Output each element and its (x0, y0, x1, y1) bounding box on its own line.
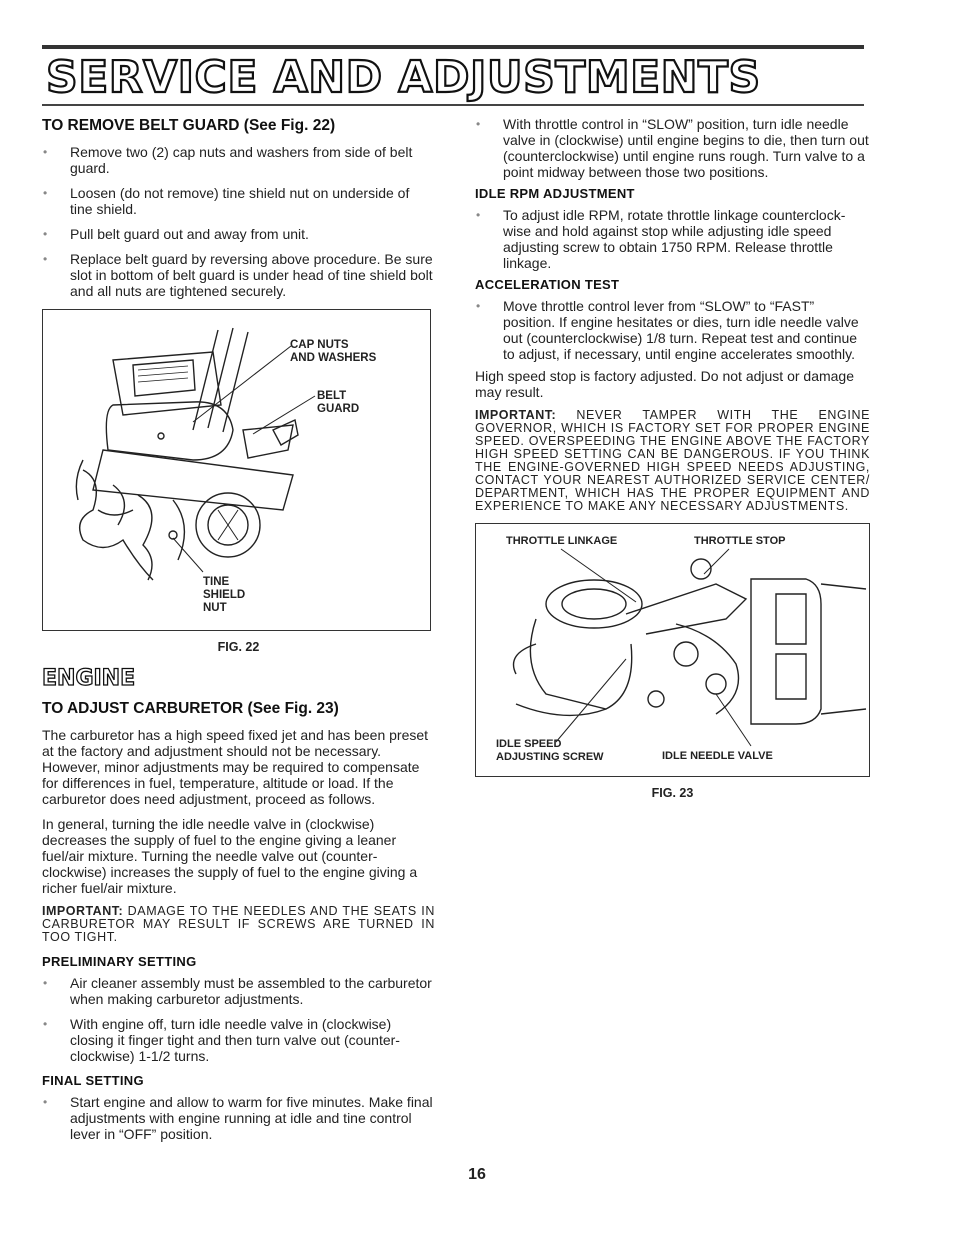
page-title: SERVICE AND ADJUSTMENTS (46, 52, 761, 103)
idle-needle-valve-label: IDLE NEEDLE VALVE (662, 750, 773, 762)
carburetor-paragraph-2: In general, turning the idle needle valve in (clockwise) decreases the supply of fuel to the engine giving a leaner fuel/air mixture. Turning the needle valve out (counter-clockwise) increases the supply of fuel to the engine giving a richer fuel/air mixture. (42, 816, 418, 896)
preliminary-heading: PRELIMINARY SETTING (42, 954, 197, 969)
right-column (475, 116, 870, 817)
acceleration-steps (475, 298, 870, 362)
left-column (42, 118, 435, 1151)
idle-rpm-heading: IDLE RPM ADJUSTMENT (475, 186, 635, 201)
belt-guard-heading: TO REMOVE BELT GUARD (See Fig. 22) (42, 117, 336, 134)
list-item: • Loosen (do not remove) tine shield nut on underside of tine shield. (42, 185, 435, 217)
cap-nuts-label: CAP NUTS AND WASHERS (290, 339, 377, 364)
header-rule-bottom (42, 104, 864, 106)
engine-heading: ENGINE (42, 666, 136, 691)
final-setting-steps (42, 1094, 435, 1142)
list-item: • With engine off, turn idle needle valve in (clockwise) closing it finger tight and then turn valve out (counter-clockwise) 1-1/2 turns. (42, 1016, 435, 1064)
important-label: IMPORTANT: (42, 904, 124, 918)
fig22-caption: FIG. 22 (217, 640, 260, 654)
important-label: IMPORTANT: (475, 408, 557, 422)
figure-22 (42, 309, 431, 631)
fig23-caption: FIG. 23 (651, 786, 694, 800)
list-item: • Move throttle control lever from “SLOW” to “FAST” position. If engine hesitates or dies, turn idle needle valve out (counterclockwise) 1/8 turn. Repeat test and continue to adjust, if necessary, until engine accelerates smoothly. (475, 298, 870, 362)
list-item: • Replace belt guard by reversing above procedure. Be sure slot in bottom of belt guard is under head of tine shield bolt and all nuts are tightened securely. (42, 251, 435, 299)
carburetor-paragraph-1: The carburetor has a high speed fixed jet and has been preset at the factory and adjustment should not be necessary. However, minor adjustments may be required to compensate for differences in fuel, temperature, altitude or load. If the carburetor does need adjustment, proceed as follows. (42, 727, 429, 807)
header-rule-top (42, 45, 864, 49)
important-text: NEVER TAMPER WITH THE ENGINE GOVERNOR, WHICH IS FACTORY SET FOR PROPER ENGINE SPEED. OVERSPEEDING THE ENGINE ABOVE THE FACTORY HIGH SPEED SETTING CAN BE DANGEROUS. IF YOU THINK THE ENGINE-GOVERNED HIGH SPEED NEEDS ADJUSTING, CONTACT YOUR NEAREST AUTHORIZED SERVICE CENTER/ DEPARTMENT, WHICH HAS THE PROPER EQUIPMENT AND EXPERIENCE TO MAKE ANY NECESSARY ADJUSTMENTS. (475, 408, 871, 513)
throttle-stop-label: THROTTLE STOP (694, 535, 786, 547)
figure-23 (475, 523, 870, 777)
needle-steps (475, 116, 870, 180)
important-text: DAMAGE TO THE NEEDLES AND THE SEATS IN CARBURETOR MAY RESULT IF SCREWS ARE TURNED IN TOO TIGHT. (42, 904, 435, 944)
high-speed-note: High speed stop is factory adjusted. Do not adjust or damage may result. (475, 368, 854, 400)
list-item: • Remove two (2) cap nuts and washers from side of belt guard. (42, 144, 435, 176)
list-item: • With throttle control in “SLOW” position, turn idle needle valve in (clockwise) until engine begins to die, then turn out (counterclockwise) until engine runs rough. Turn valve to a point midway between those two positions. (475, 116, 870, 180)
tine-shield-nut-label: TINE SHIELD NUT (203, 576, 246, 614)
belt-guard-label: BELT GUARD (317, 390, 360, 415)
list-item: • Start engine and allow to warm for five minutes. Make final adjustments with engine running at idle and tine control lever in “OFF” position. (42, 1094, 435, 1142)
final-setting-heading: FINAL SETTING (42, 1073, 144, 1088)
list-item: • Pull belt guard out and away from unit. (42, 226, 435, 242)
throttle-linkage-label: THROTTLE LINKAGE (506, 535, 618, 547)
page-number: 16 (468, 1166, 486, 1183)
idle-speed-screw-label: IDLE SPEED ADJUSTING SCREW (496, 738, 604, 763)
acceleration-heading: ACCELERATION TEST (475, 277, 620, 292)
governor-important (475, 409, 870, 513)
belt-guard-steps (42, 144, 435, 299)
carburetor-heading: TO ADJUST CARBURETOR (See Fig. 23) (42, 700, 339, 717)
preliminary-steps (42, 975, 435, 1064)
carburetor-important (42, 905, 435, 944)
list-item: • Air cleaner assembly must be assembled to the carburetor when making carburetor adjustments. (42, 975, 435, 1007)
list-item: • To adjust idle RPM, rotate throttle linkage counterclock-wise and hold against stop while adjusting idle speed adjusting screw to obtain 1750 RPM. Release throttle linkage. (475, 207, 870, 271)
idle-rpm-steps (475, 207, 870, 271)
